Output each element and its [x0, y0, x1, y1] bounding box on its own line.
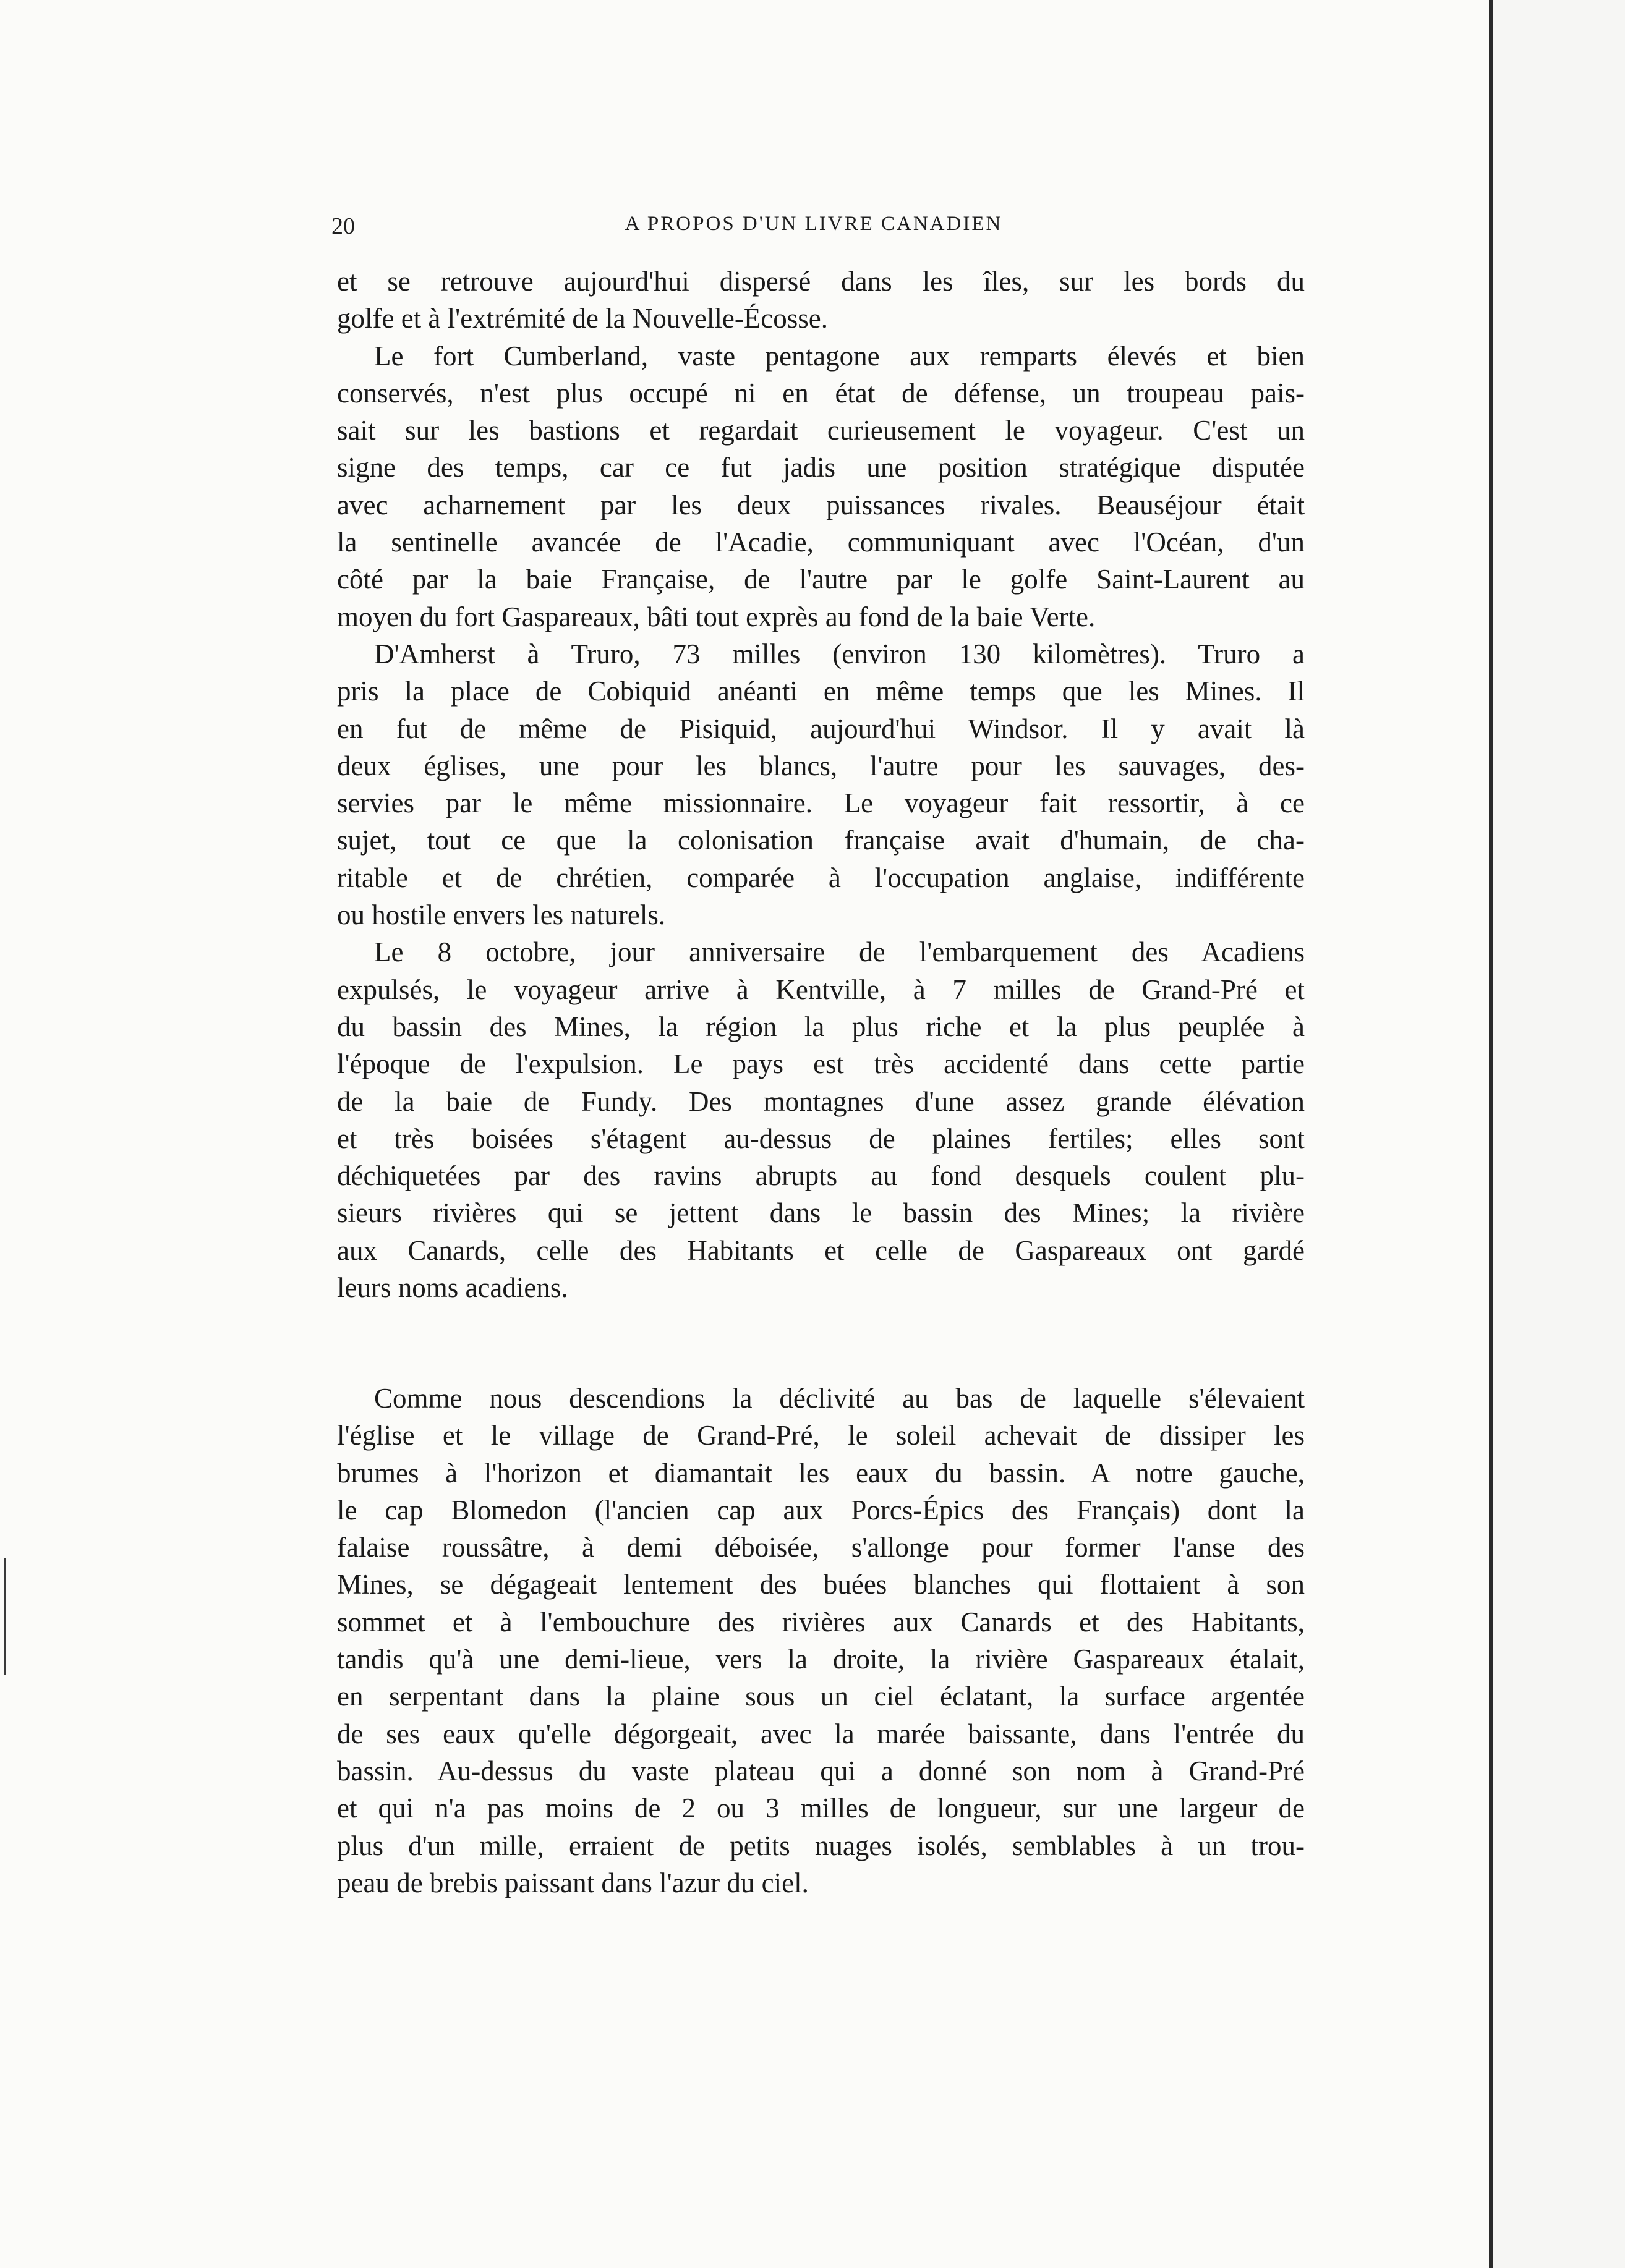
scan-artifact [4, 1558, 6, 1675]
text-line: falaise roussâtre, à demi déboisée, s'allonge pour former l'anse des [337, 1532, 1305, 1563]
text-line: l'église et le village de Grand-Pré, le soleil achevait de dissiper les [337, 1420, 1305, 1451]
text-line: D'Amherst à Truro, 73 milles (environ 130 kilomètres). Truro a [374, 638, 1305, 669]
text-line: déchiquetées par des ravins abrupts au fond desquels coulent plu- [337, 1160, 1305, 1192]
text-line: plus d'un mille, erraient de petits nuages isolés, semblables à un trou- [337, 1830, 1305, 1861]
text-line: le cap Blomedon (l'ancien cap aux Porcs-Épics des Français) dont la [337, 1494, 1305, 1526]
text-line: servies par le même missionnaire. Le voyageur fait ressortir, à ce [337, 788, 1305, 819]
text-line: avec acharnement par les deux puissances rivales. Beauséjour était [337, 489, 1305, 520]
text-line: Comme nous descendions la déclivité au bas de laquelle s'élevaient [374, 1383, 1305, 1414]
page-number: 20 [331, 213, 355, 239]
text-line: et qui n'a pas moins de 2 ou 3 milles de longueur, sur une largeur de [337, 1793, 1305, 1824]
running-title: A PROPOS D'UN LIVRE CANADIEN [625, 213, 1003, 235]
text-line: la sentinelle avancée de l'Acadie, communiquant avec l'Océan, d'un [337, 527, 1305, 558]
scan-margin [1493, 0, 1625, 2268]
text-line: deux églises, une pour les blancs, l'autre pour les sauvages, des- [337, 750, 1305, 781]
text-line: Le fort Cumberland, vaste pentagone aux remparts élevés et bien [374, 340, 1305, 372]
running-header [331, 213, 1296, 245]
text-line: du bassin des Mines, la région la plus riche et la plus peuplée à [337, 1011, 1305, 1042]
text-line: leurs noms acadiens. [337, 1272, 568, 1304]
text-line: en fut de même de Pisiquid, aujourd'hui Windsor. Il y avait là [337, 713, 1305, 744]
text-line: sommet et à l'embouchure des rivières aux Canards et des Habitants, [337, 1606, 1305, 1637]
text-line: tandis qu'à une demi-lieue, vers la droite, la rivière Gaspareaux étalait, [337, 1644, 1305, 1675]
text-line: aux Canards, celle des Habitants et celle de Gaspareaux ont gardé [337, 1234, 1305, 1266]
text-line: et se retrouve aujourd'hui dispersé dans les îles, sur les bords du [337, 266, 1305, 297]
text-line: peau de brebis paissant dans l'azur du ciel. [337, 1867, 809, 1898]
text-line: pris la place de Cobiquid anéanti en même temps que les Mines. Il [337, 676, 1305, 707]
text-line: golfe et à l'extrémité de la Nouvelle-Écosse. [337, 303, 829, 334]
text-line: sieurs rivières qui se jettent dans le bassin des Mines; la rivière [337, 1197, 1305, 1229]
text-line: côté par la baie Française, de l'autre par le golfe Saint-Laurent au [337, 564, 1305, 595]
text-line: de la baie de Fundy. Des montagnes d'une assez grande élévation [337, 1085, 1305, 1117]
text-line: et très boisées s'étagent au-dessus de plaines fertiles; elles sont [337, 1123, 1305, 1154]
text-line: Mines, se dégageait lentement des buées blanches qui flottaient à son [337, 1569, 1305, 1600]
text-line: Le 8 octobre, jour anniversaire de l'embarquement des Acadiens [374, 937, 1305, 968]
text-line: de ses eaux qu'elle dégorgeait, avec la marée baissante, dans l'entrée du [337, 1718, 1305, 1749]
page-edge-line [1489, 0, 1493, 2268]
text-line: sait sur les bastions et regardait curieusement le voyageur. C'est un [337, 415, 1305, 446]
text-line: l'époque de l'expulsion. Le pays est très accidenté dans cette partie [337, 1048, 1305, 1080]
text-line: sujet, tout ce que la colonisation française avait d'humain, de cha- [337, 825, 1305, 856]
text-line: signe des temps, car ce fut jadis une position stratégique disputée [337, 452, 1305, 483]
text-line: ou hostile envers les naturels. [337, 899, 666, 931]
text-line: expulsés, le voyageur arrive à Kentville, à 7 milles de Grand-Pré et [337, 974, 1305, 1005]
text-line: en serpentant dans la plaine sous un ciel éclatant, la surface argentée [337, 1681, 1305, 1712]
text-line: conservés, n'est plus occupé ni en état de défense, un troupeau pais- [337, 377, 1305, 409]
text-line: brumes à l'horizon et diamantait les eaux du bassin. A notre gauche, [337, 1457, 1305, 1489]
text-line: ritable et de chrétien, comparée à l'occupation anglaise, indifférente [337, 862, 1305, 893]
body-text-section-2 [337, 1380, 1305, 1901]
text-line: bassin. Au-dessus du vaste plateau qui a donné son nom à Grand-Pré [337, 1755, 1305, 1786]
body-text-section-1 [337, 263, 1305, 1306]
text-line: moyen du fort Gaspareaux, bâti tout exprès au fond de la baie Verte. [337, 601, 1096, 632]
